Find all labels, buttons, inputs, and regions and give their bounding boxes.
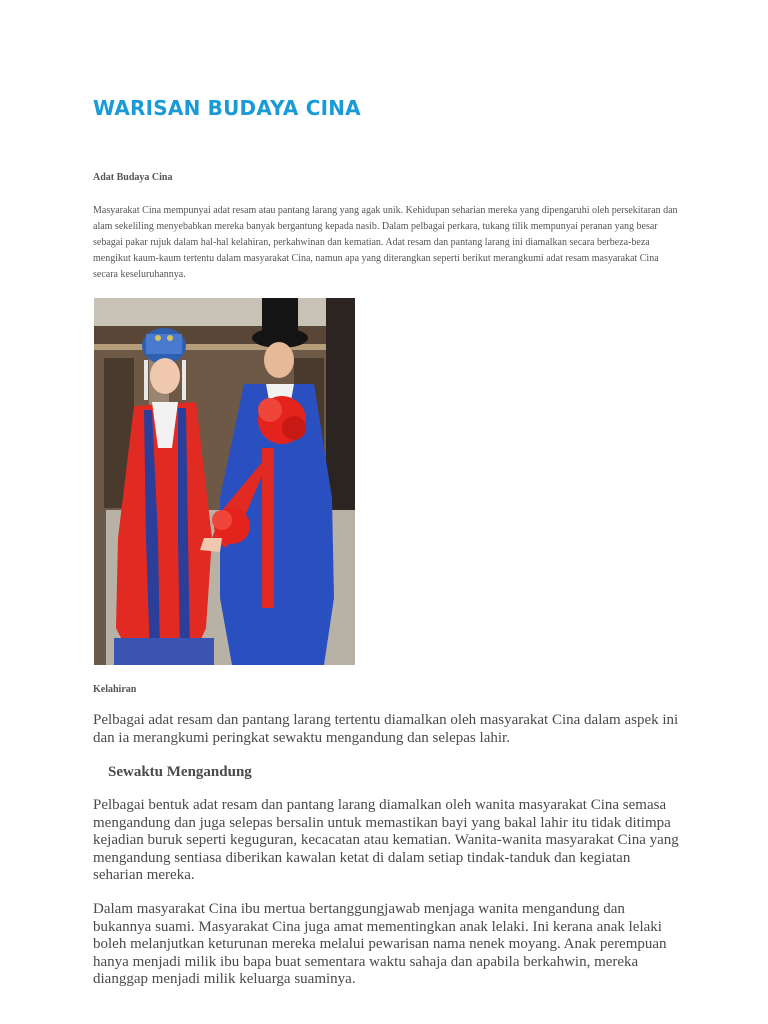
mengandung-paragraph-1: Pelbagai bentuk adat resam dan pantang larang diamalkan oleh wanita masyarakat Cina semasa mengandung dan juga selepas bersalin untuk memastikan bayi yang bakal lahir itu tidak ditimpa kejadian buruk seperti keguguran, kecacatan atau kematian. Wanita-wanita masyarakat Cina yang mengandung sentiasa diberikan kawalan ketat di dalam setiap tindak-tanduk dan kegiatan seharian mereka. (93, 797, 679, 883)
intro-paragraph: Masyarakat Cina mempunyai adat resam atau pantang larang yang agak unik. Kehidupan seharian mereka yang dipengaruhi oleh persekitaran dan alam sekeliling menyebabkan mereka banyak bergantung kepada nasib. Dalam pelbagai perkara, tukang tilik mempunyai peranan yang besar sebagai pakar rujuk dalam hal-hal kelahiran, perkahwinan dan kematian. Adat resam dan pantang larang ini diamalkan secara berbeza-beza mengikut kaum-kaum tertentu dalam masyarakat Cina, namun apa yang diterangkan seperti berikut merangkumi adat resam masyarakat Cina secara keseluruhannya. (93, 205, 678, 280)
section-heading-adat: Adat Budaya Cina (93, 172, 173, 183)
section-heading-kelahiran: Kelahiran (93, 684, 137, 695)
page-title: WARISAN BUDAYA CINA (93, 96, 361, 120)
photo-chinese-wedding-couple-icon (94, 298, 355, 665)
subheading-sewaktu-mengandung: Sewaktu Mengandung (108, 764, 252, 780)
wedding-photo (94, 298, 355, 665)
kelahiran-paragraph: Pelbagai adat resam dan pantang larang tertentu diamalkan oleh masyarakat Cina dalam aspek ini dan ia merangkumi peringkat sewaktu mengandung dan selepas lahir. (93, 712, 679, 746)
mengandung-paragraph-2: Dalam masyarakat Cina ibu mertua bertanggungjawab menjaga wanita mengandung dan bukannya suami. Masyarakat Cina juga amat mementingkan anak lelaki. Ini kerana anak lelaki boleh melanjutkan keturunan mereka melalui pewarisan nama nenek moyang. Anak perempuan hanya menjadi milik ibu bapa buat sementara waktu sahaja dan apabila berkahwin, mereka dianggap menjadi milik keluarga suaminya. (93, 901, 667, 987)
